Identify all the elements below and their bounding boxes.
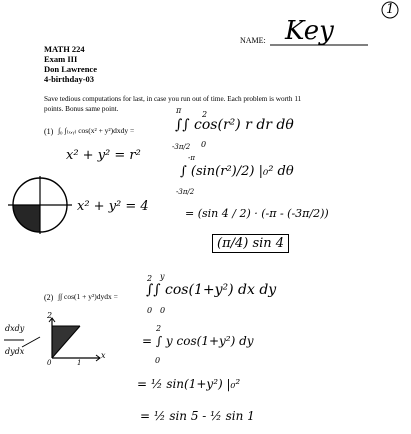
problem-1-theta-lower: -3π/2: [172, 143, 191, 151]
problem-1-r-lower: 0: [201, 140, 207, 149]
problem-1-answer: (π/4) sin 4: [212, 234, 289, 253]
name-label: NAME:: [240, 36, 266, 45]
problem-1-step-3: = (sin 4 / 2) · (-π - (-3π/2)): [185, 207, 329, 220]
problem-2-step-2-upper: 2: [156, 324, 162, 333]
problem-2-y-lower: 0: [147, 306, 153, 315]
problem-1-substitution: x² + y² = r²: [66, 148, 141, 163]
problem-2-step-2: = ∫ y cos(1+y²) dy: [142, 334, 254, 348]
problem-1-r-upper: 2: [202, 110, 208, 119]
page-number: 1: [386, 2, 395, 17]
problem-1-region-diagram: [8, 176, 72, 234]
problem-2-statement: ∫∫ cos(1 + y²)dydx =: [58, 292, 118, 301]
problem-2-step-4: = ½ sin 5 - ½ sin 1: [140, 409, 255, 423]
instructor-name: Don Lawrence: [44, 64, 97, 74]
problem-2-step-3: = ½ sin(1+y²) |₀²: [137, 377, 241, 391]
problem-2-margin-note-bottom: dydx: [5, 347, 25, 356]
problem-2-x-lower: 0: [160, 306, 166, 315]
problem-2-graph-y-label: 2: [47, 311, 53, 320]
instructions-line-1: Save tedious computations for last, in case you run out of time. Each problem is worth 11: [44, 95, 302, 103]
problem-2-y-upper: 2: [147, 274, 153, 283]
problem-2-graph-x-label: x: [101, 351, 106, 360]
problem-1-step-2: ∫ (sin(r²)/2) |₀² dθ: [180, 164, 294, 179]
problem-2-graph-origin: 0: [47, 359, 52, 367]
problem-1-theta-upper: π: [176, 106, 182, 115]
problem-2-margin-note-top: dxdy: [5, 324, 25, 333]
exam-date: 4-birthday-03: [44, 74, 95, 84]
name-value: Key: [285, 16, 334, 46]
instructions-line-2: points. Bonus same point.: [44, 105, 119, 113]
problem-1-work-integral: ∫∫ cos(r²) r dr dθ: [175, 117, 294, 133]
exam-title: Exam III: [44, 54, 78, 64]
problem-2-x-upper: y: [160, 272, 165, 281]
problem-1-region-label: x² + y² = 4: [77, 199, 149, 214]
page-number-circle: [382, 2, 398, 18]
problem-1-statement: ∫₀ ∫₍ₓ,ᵧ₎ cos(x² + y²)dxdy =: [58, 126, 135, 135]
problem-2-graph-x-tick: 1: [77, 359, 82, 367]
problem-1-label: (1): [44, 127, 54, 136]
problem-1-step-2-lower: -3π/2: [176, 188, 195, 196]
problem-2-work-integral: ∫∫ cos(1+y²) dx dy: [146, 282, 277, 298]
problem-2-label: (2): [44, 293, 54, 302]
problem-1-step-2-upper: -π: [188, 154, 195, 162]
problem-2-region-graph: [49, 318, 100, 361]
problem-2-step-2-lower: 0: [155, 356, 161, 365]
course-title: MATH 224: [44, 44, 85, 54]
